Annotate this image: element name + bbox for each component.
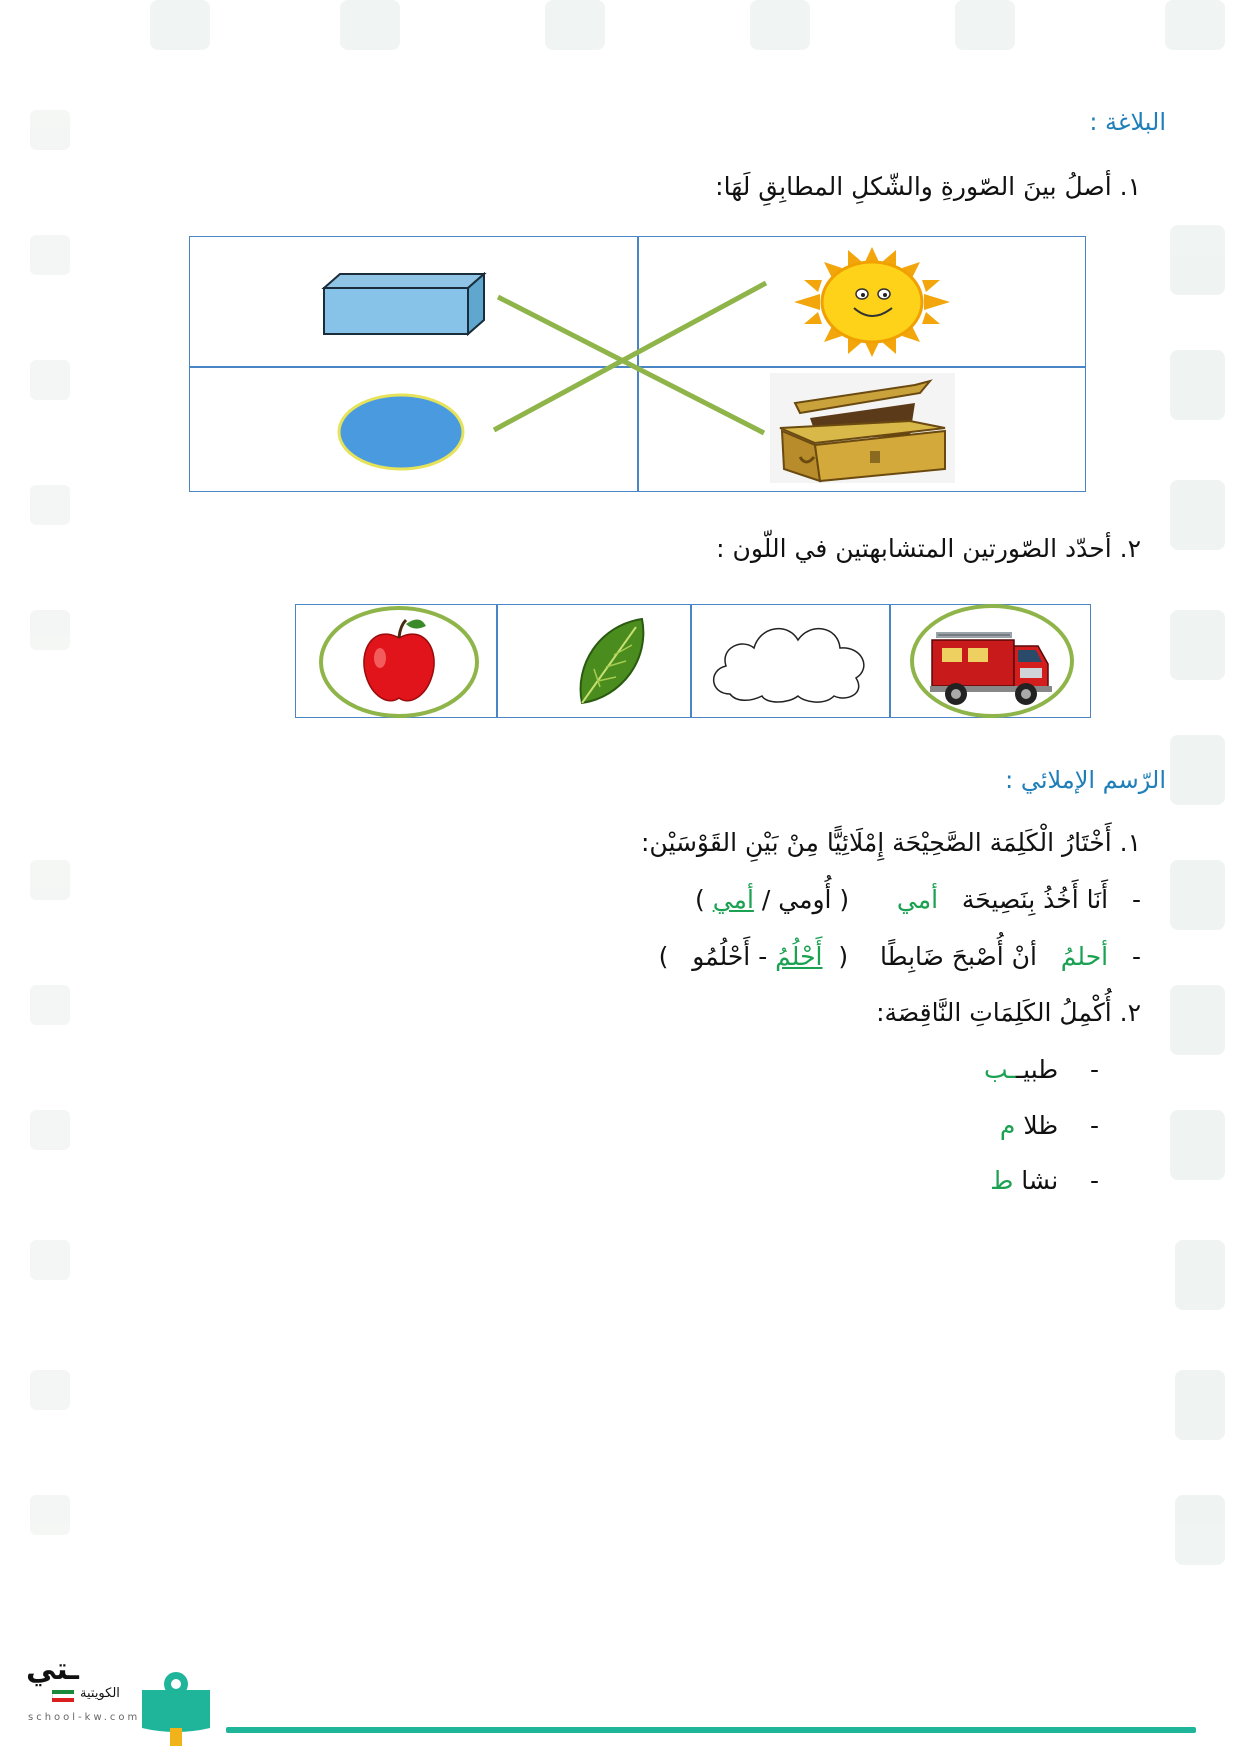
complete-item-2	[1000, 1111, 1099, 1140]
line2-choices-rest: - أَحْلُمُو	[692, 942, 768, 971]
complete-item-1	[984, 1055, 1099, 1084]
apple-image	[314, 602, 484, 722]
sun-image	[790, 247, 955, 357]
item2-word: ظلا	[1023, 1111, 1059, 1140]
line2-middle: أنْ أُصْبحَ ضَابِطًا	[879, 942, 1037, 971]
spelling-line-2	[659, 942, 1141, 971]
cloud-image	[706, 612, 876, 706]
blue-oval-image	[336, 392, 466, 472]
blue-box-image	[322, 272, 487, 338]
footer-logo-sub: الكويتية	[80, 1686, 120, 1701]
book-logo-icon	[140, 1672, 212, 1748]
question-2-complete: ٢. أُكْمِلُ الكَلِمَاتِ النَّاقِصَة:	[876, 998, 1141, 1027]
line1-answer: أمي	[896, 885, 939, 914]
complete-item-3	[990, 1166, 1099, 1195]
section-title-spelling: الرّسم الإملائي :	[1005, 766, 1166, 794]
dash: -	[1089, 1166, 1099, 1195]
fire-truck-image	[908, 602, 1076, 720]
spelling-line-1	[695, 885, 1141, 914]
dash: -	[1131, 942, 1141, 971]
leaf-image	[570, 615, 650, 707]
item3-answer: ط	[990, 1166, 1014, 1195]
line1-choices-open: ( أُومي /	[761, 885, 850, 914]
dash: -	[1089, 1055, 1099, 1084]
line2-answer: أحلمُ	[1060, 942, 1109, 971]
line2-choices-open: (	[838, 942, 849, 971]
matching-lines	[480, 275, 770, 450]
question-1-spelling: ١. أَخْتَارُ الْكَلِمَة الصَّحِيْحَة إِمْلَائِيًّا مِنْ بَيْنِ القَوْسَيْن:	[640, 828, 1141, 857]
line2-choices-close: )	[658, 942, 669, 971]
item3-word: نشا	[1021, 1166, 1059, 1195]
dash: -	[1089, 1111, 1099, 1140]
footer-line	[226, 1727, 1196, 1733]
footer-logo-url: school-kw.com	[28, 1712, 141, 1723]
line1-choice-correct: أمي	[712, 885, 754, 914]
line2-choice-correct: أَحْلُمُ	[775, 942, 823, 971]
question-1-match: ١. أصلُ بينَ الصّورةِ والشّكلِ المطابِقِ لَهَا:	[715, 172, 1141, 201]
line1-choices-close: )	[695, 885, 705, 914]
item1-word: طبيـ	[1015, 1055, 1059, 1084]
question-2-colors: ٢. أحدّد الصّورتين المتشابهتين في اللّون :	[716, 534, 1141, 563]
footer-logo-word: ـتي	[26, 1652, 79, 1687]
dash: -	[1131, 885, 1141, 914]
line1-prefix: أَنَا أَخُذُ بِنَصِيحَة	[961, 885, 1109, 914]
section-title-rhetoric: البلاغة :	[1089, 108, 1166, 136]
item1-answer: ـب	[983, 1055, 1016, 1084]
item2-answer: م	[999, 1111, 1016, 1140]
kuwait-flag-icon	[52, 1690, 74, 1702]
treasure-chest-image	[770, 373, 955, 483]
